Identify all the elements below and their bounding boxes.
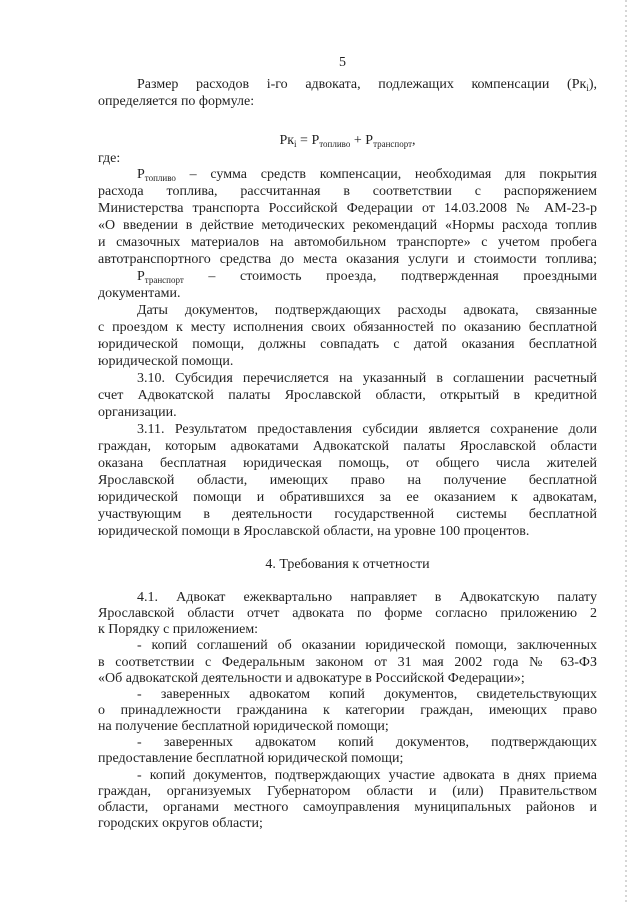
formula-end: , xyxy=(412,133,416,148)
transport-first-line: – стоимость проезда, подтвержденная проездными xyxy=(183,269,597,284)
clause-3-11 xyxy=(98,421,597,540)
formula-line xyxy=(98,132,597,149)
text-line: расхода топлива, рассчитанная в соответствии с распоряжением xyxy=(98,184,597,199)
dates-paragraph xyxy=(98,302,597,370)
fuel-subscript: топливо xyxy=(144,173,176,183)
text-line: Ярославской области, имеющих право на получение бесплатной xyxy=(98,473,597,488)
fuel-symbol: Р xyxy=(137,167,145,182)
transport-symbol: Р xyxy=(137,269,145,284)
formula-fuel-subscript: топливо xyxy=(319,139,351,149)
text-line: области, органами местного самоуправления муниципальных районов и xyxy=(98,799,597,815)
text-line: граждан, которым адвокатами Адвокатской палаты Ярославской области xyxy=(98,439,597,454)
text-line: 4.1. Адвокат ежеквартально направляет в Адвокатскую палату xyxy=(137,590,597,605)
text-line: оказана бесплатная юридическая помощь, от общего числа жителей xyxy=(98,456,597,471)
text-line: и смазочных материалов на автомобильном транспорте» с учетом пробега xyxy=(98,235,597,250)
formula-lhs-subscript: i xyxy=(294,139,297,149)
transport-definition xyxy=(98,268,597,302)
fuel-first-line: – сумма средств компенсации, необходимая для покрытия xyxy=(175,167,597,182)
intro-text: Размер расходов i-го адвоката, подлежащих компенсации (Рк xyxy=(137,77,587,92)
text-line: граждан, организуемых Губернатором области и (или) Правительством xyxy=(98,783,597,799)
text-line: документами. xyxy=(98,286,181,301)
text-line xyxy=(98,166,597,183)
text-line xyxy=(98,76,597,93)
text-line: 3.10. Субсидия перечисляется на указанный в соглашении расчетный xyxy=(137,371,597,386)
list-item xyxy=(98,735,597,767)
text-line: в соответствии с Федеральным законом от 31 мая 2002 года № 63-ФЗ xyxy=(98,654,597,670)
text-line: предоставление бесплатной юридической помощи; xyxy=(98,751,404,767)
text-line: к Порядку с приложением: xyxy=(98,622,259,638)
intro-text-end: ), xyxy=(588,77,597,92)
text-line: на получение бесплатной юридической помощи; xyxy=(98,719,389,735)
text-line xyxy=(98,268,597,285)
formula-plus: + Р xyxy=(350,133,374,148)
fuel-definition xyxy=(98,166,597,268)
text-line: - копий документов, подтверждающих участие адвоката в днях приема xyxy=(137,767,597,783)
text-line: - копий соглашений об оказании юридической помощи, заключенных xyxy=(137,638,597,654)
text-line: - заверенных адвокатом копий документов, подтверждающих xyxy=(137,735,597,751)
text-line: счет Адвокатской палаты Ярославской области, открытый в кредитной xyxy=(98,388,597,403)
list-item xyxy=(98,687,597,735)
list-item xyxy=(98,768,597,833)
text-line: с проездом к месту исполнения своих обязанностей по оказанию бесплатной xyxy=(98,320,597,335)
clause-4-1 xyxy=(98,590,597,638)
page-number: 5 xyxy=(339,55,346,70)
text-line: юридической помощи в Ярославской области, на уровне 100 процентов. xyxy=(98,524,530,539)
text-line: «Об адвокатской деятельности и адвокатуре в Российской Федерации»; xyxy=(98,670,525,686)
section-3-text xyxy=(98,166,597,540)
where-label-block xyxy=(98,150,597,167)
list-item xyxy=(98,638,597,686)
section-4-heading-block xyxy=(98,556,597,573)
where-label: где: xyxy=(98,151,121,166)
text-line: организации. xyxy=(98,405,177,420)
text-line: участвующим в деятельности государственной системы бесплатной xyxy=(98,507,597,522)
clause-3-10 xyxy=(98,370,597,421)
text-line: городских округов области; xyxy=(98,815,263,831)
section-heading: 4. Требования к отчетности xyxy=(265,557,430,572)
text-line: юридической помощи, должны совпадать с датой оказания бесплатной xyxy=(98,337,597,352)
text-line: Министерства транспорта Российской Федерации от 14.03.2008 № АМ-23-р xyxy=(98,201,597,216)
text-line: юридической помощи. xyxy=(98,354,234,369)
intro-paragraph xyxy=(98,76,597,110)
formula xyxy=(98,132,597,149)
text-line: «О введении в действие методических рекомендаций «Нормы расхода топлив xyxy=(98,218,597,233)
scan-edge-noise xyxy=(625,0,627,905)
text-line: автотранспортного средства до места оказания услуги и стоимости топлива; xyxy=(98,252,597,267)
intro-subscript: i xyxy=(586,83,589,93)
text-line: юридической помощи и обратившихся за ее оказанием к адвокатам, xyxy=(98,490,597,505)
text-line: Ярославской области отчет адвоката по форме согласно приложению 2 xyxy=(98,606,597,622)
formula-equals: = Р xyxy=(296,133,320,148)
text-line: Даты документов, подтверждающих расходы адвоката, связанные xyxy=(137,303,597,318)
section-4-text xyxy=(98,590,597,832)
transport-subscript: транспорт xyxy=(144,275,184,285)
text-line: 3.11. Результатом предоставления субсидии является сохранение доли xyxy=(137,422,597,437)
text-line: о принадлежности гражданина к категории граждан, имеющих право xyxy=(98,702,597,718)
formula-lhs: Рк xyxy=(279,133,295,148)
text-line: - заверенных адвокатом копий документов, свидетельствующих xyxy=(137,686,597,702)
formula-transport-subscript: транспорт xyxy=(373,139,413,149)
text-line: определяется по формуле: xyxy=(98,94,255,109)
